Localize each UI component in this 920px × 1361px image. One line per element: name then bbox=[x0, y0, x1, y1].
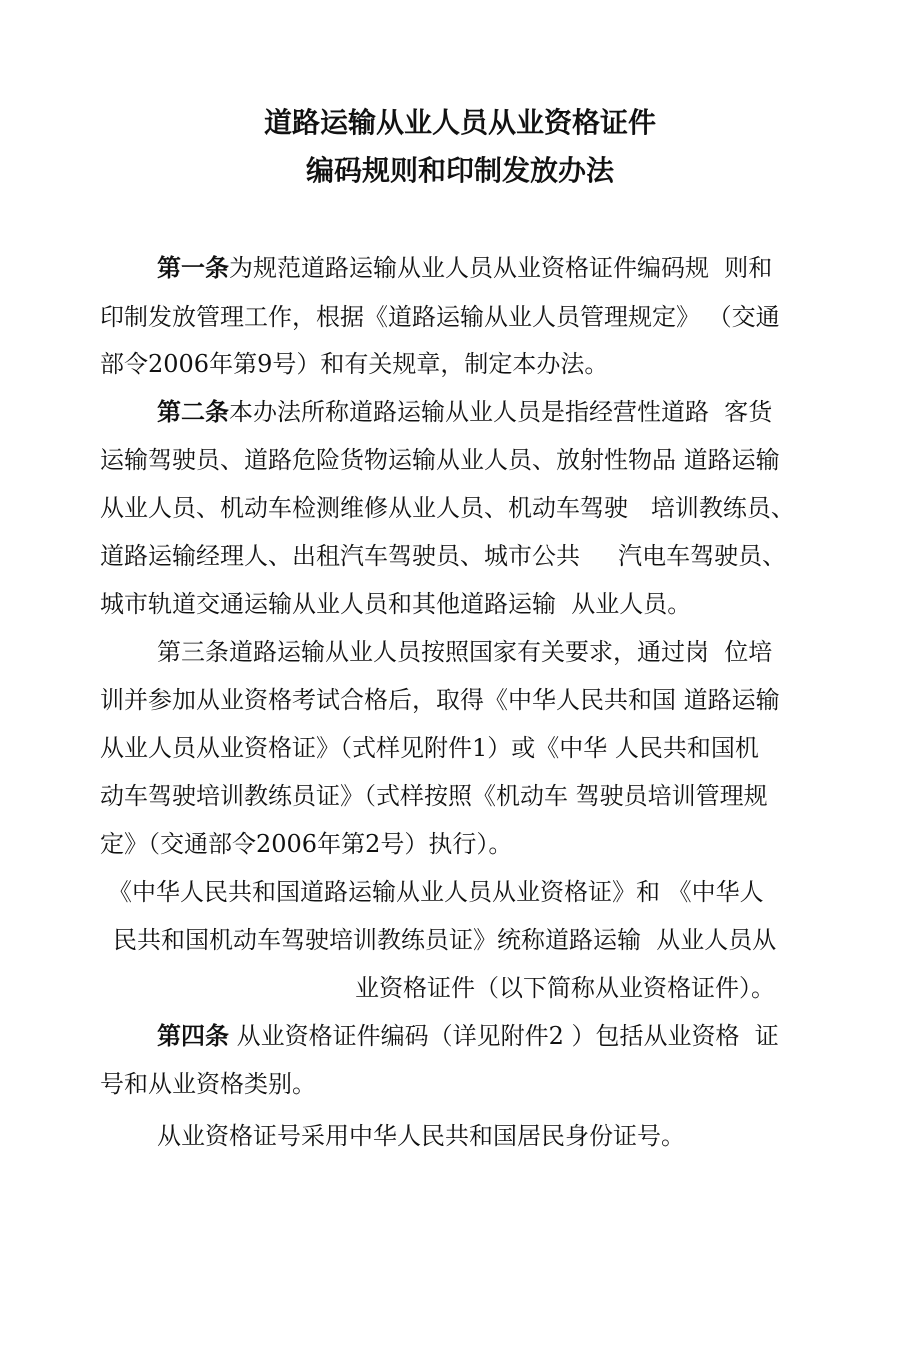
article-3-line-1: 第三条道路运输从业人员按照国家有关要求，通过岗 位培 bbox=[157, 638, 773, 666]
article-2-first-line bbox=[157, 398, 772, 426]
article-1-line-3: 部令2006年第9号）和有关规章，制定本办法。 bbox=[100, 350, 609, 378]
article-4-heading: 第四条 bbox=[157, 1021, 229, 1050]
article-4-first-line bbox=[157, 1022, 779, 1050]
article-3-line-2: 训并参加从业资格考试合格后，取得《中华人民共和国 道路运输 bbox=[100, 686, 780, 714]
article-2-line-2: 运输驾驶员、道路危险货物运输从业人员、放射性物品 道路运输 bbox=[100, 446, 780, 474]
article-1-text: 为规范道路运输从业人员从业资格证件编码规 则和 bbox=[229, 254, 773, 282]
document-title-line-2: 编码规则和印制发放办法 bbox=[305, 154, 614, 187]
document-title-line-1: 道路运输从业人员从业资格证件 bbox=[263, 106, 656, 139]
article-2-line-3: 从业人员、机动车检测维修从业人员、机动车驾驶 培训教练员、 bbox=[100, 494, 795, 522]
article-4-text: 从业资格证件编码（详见附件2 ）包括从业资格 证 bbox=[229, 1022, 779, 1050]
article-2-line-5: 城市轨道交通运输从业人员和其他道路运输 从业人员。 bbox=[100, 590, 692, 618]
article-3-line-8: 业资格证件（以下简称从业资格证件）。 bbox=[355, 974, 775, 1002]
article-1-first-line bbox=[157, 254, 772, 282]
article-2-line-4: 道路运输经理人、出租汽车驾驶员、城市公共 汽电车驾驶员、 bbox=[100, 542, 787, 570]
article-3-line-3: 从业人员从业资格证》（式样见附件1）或《中华 人民共和国机 bbox=[100, 734, 759, 762]
article-1-line-2: 印制发放管理工作，根据《道路运输从业人员管理规定》 （交通 bbox=[100, 303, 780, 331]
article-3-line-4: 动车驾驶培训教练员证》（式样按照《机动车 驾驶员培训管理规 bbox=[100, 782, 768, 810]
article-4-line-2: 号和从业资格类别。 bbox=[100, 1070, 316, 1098]
article-2-heading: 第二条 bbox=[157, 397, 229, 426]
article-1-heading: 第一条 bbox=[157, 253, 229, 282]
article-3-line-6: 《中华人民共和国道路运输从业人员从业资格证》和 《中华人 bbox=[108, 878, 764, 906]
article-2-text: 本办法所称道路运输从业人员是指经营性道路 客货 bbox=[229, 398, 773, 426]
article-4-line-3: 从业资格证号采用中华人民共和国居民身份证号。 bbox=[157, 1122, 685, 1150]
article-3-line-5: 定》（交通部令2006年第2号）执行）。 bbox=[100, 830, 513, 858]
article-3-line-7: 民共和国机动车驾驶培训教练员证》统称道路运输 从业人员从 bbox=[113, 926, 777, 954]
